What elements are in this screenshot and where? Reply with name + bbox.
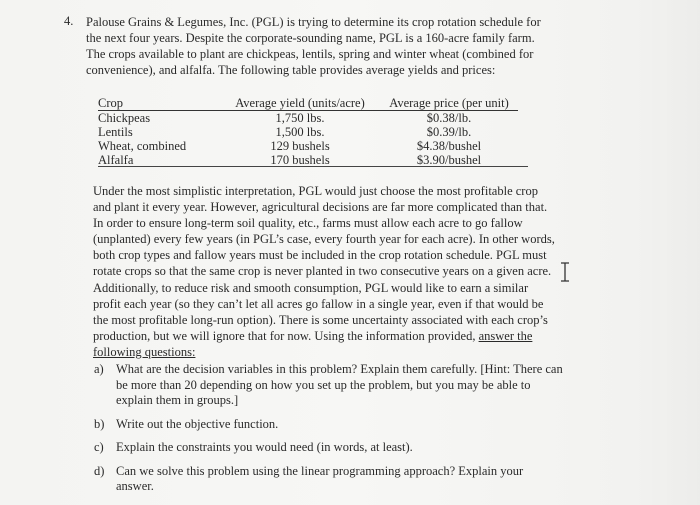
body-paragraph [93, 183, 558, 360]
header-crop: Crop [98, 96, 220, 111]
table-row [98, 111, 518, 126]
page-edge-shadow [630, 0, 700, 505]
cell-price: $3.90/bushel [416, 153, 482, 167]
question-parts [94, 362, 564, 503]
table-bottom-rule [98, 166, 528, 167]
question-part-d [94, 464, 564, 495]
part-text: What are the decision variables in this problem? Explain them carefully. [Hint: There can be more than 20 depending on how you set up the problem, but you may be able to explain them in groups.] [116, 362, 563, 407]
part-text: Write out the objective function. [116, 416, 279, 431]
body-text: Under the most simplistic interpretation, PGL would just choose the most profitable crop and plant it every year. However, agricultural decisions are far more complicated than that. In order to ensure long-term soil quality, etc., farms must allow each acre to go fallow (unplanted) every few years (in PGL’s case, every fourth year for each acre). In other words, both crop types and fallow years must be included in the crop rotation schedule. PGL must rotate crops so that the same crop is never planted in two consecutive years on a given acre. Additionally, to reduce risk and smooth consumption, PGL would like to earn a similar profit each year (so they can’t let all acres go fallow in a single year, even if that would be the most profitable long-run option). There is some uncertainty associated with each crop’s production, but we will ignore that for now. Using the information provided, [93, 184, 555, 343]
cell-price: $0.39/lb. [426, 125, 472, 139]
part-label: c) [94, 440, 104, 454]
table-row [98, 139, 518, 153]
question-number: 4. [64, 14, 74, 28]
table-row [98, 125, 518, 139]
body-underlined-text: answer the following questions: [93, 328, 533, 359]
header-yield: Average yield (units/acre) [220, 96, 380, 111]
cell-yield: 1,500 lbs. [275, 125, 325, 139]
part-text: Explain the constraints you would need (in words, at least). [116, 440, 413, 454]
part-text: Can we solve this problem using the linear programming approach? Explain your answer. [116, 463, 524, 493]
part-label: a) [94, 362, 104, 376]
table-header-row [98, 96, 518, 111]
cell-price: $0.38/lb. [426, 111, 472, 125]
question-part-b [94, 417, 564, 433]
question-part-c [94, 440, 564, 456]
cell-price: $4.38/bushel [416, 139, 482, 153]
cell-yield: 129 bushels [270, 139, 330, 153]
cell-yield: 1,750 lbs. [275, 111, 325, 125]
text-cursor-icon [559, 262, 571, 282]
cell-yield: 170 bushels [270, 153, 330, 167]
yield-price-table [98, 96, 518, 167]
header-price: Average price (per unit) [380, 96, 518, 111]
cell-crop: Wheat, combined [98, 139, 187, 153]
cell-crop: Lentils [98, 125, 133, 139]
question-intro: Palouse Grains & Legumes, Inc. (PGL) is trying to determine its crop rotation schedule for the next four years. Despite the corporate-sounding name, PGL is a 160-acre family farm. The crops available to plant are chickpeas, lentils, spring and winter wheat (combined for convenience), and alfalfa. The following table provides average yields and prices: [86, 15, 541, 77]
part-label: d) [94, 463, 105, 478]
cell-crop: Alfalfa [98, 153, 134, 167]
table-row [98, 153, 518, 167]
cell-crop: Chickpeas [98, 111, 151, 125]
part-label: b) [94, 416, 105, 431]
question-part-a [94, 362, 564, 409]
